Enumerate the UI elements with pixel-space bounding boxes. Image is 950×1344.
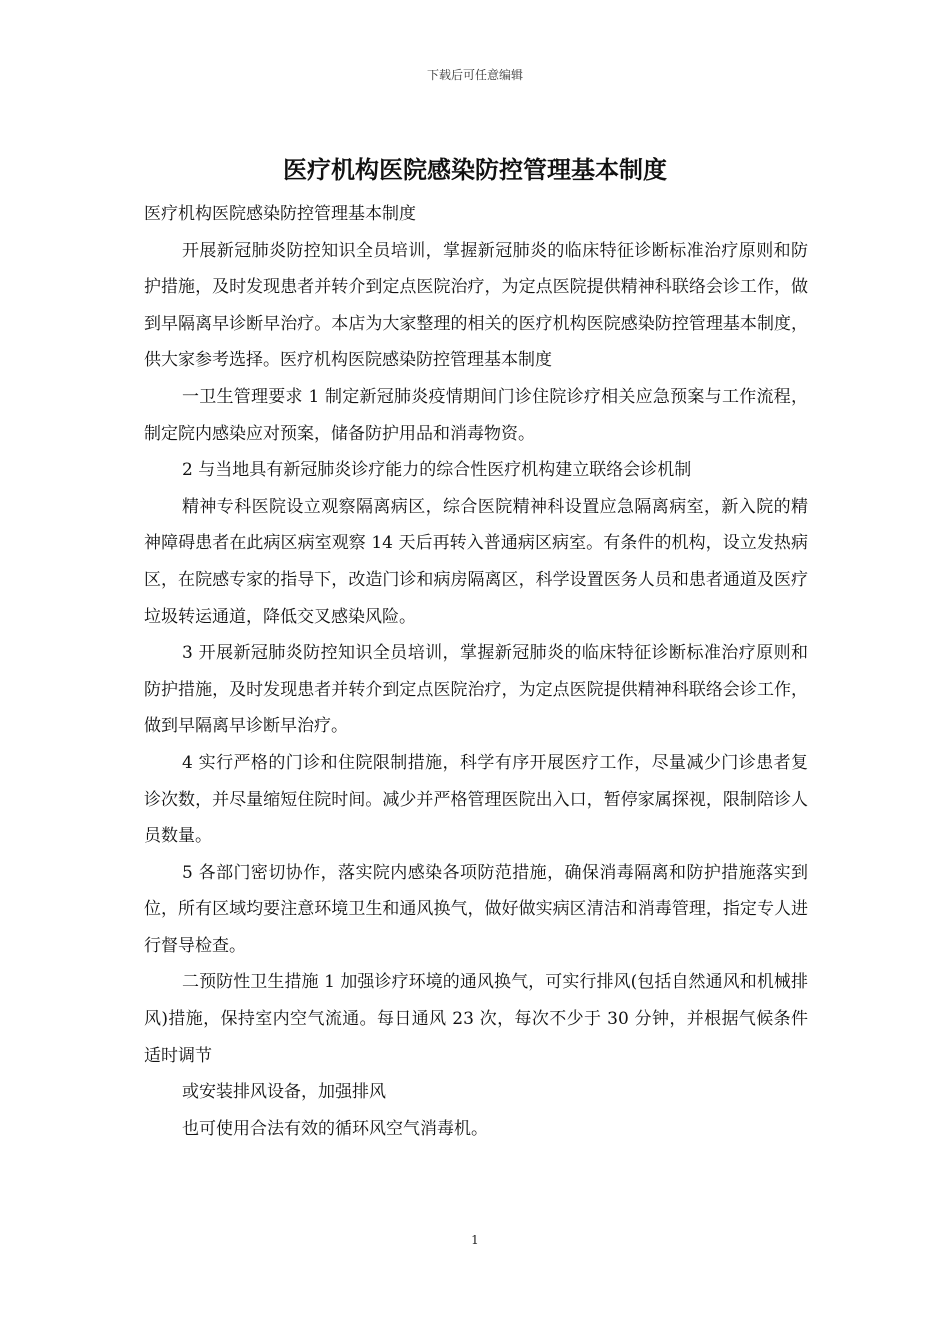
document-body [144, 196, 808, 1147]
body-paragraph: 2 与当地具有新冠肺炎诊疗能力的综合性医疗机构建立联络会诊机制 [182, 460, 692, 481]
document-title: 医疗机构医院感染防控管理基本制度 [283, 155, 667, 184]
body-paragraph: 或安装排风设备，加强排风 [182, 1082, 386, 1103]
body-paragraph: 一卫生管理要求 1 制定新冠肺炎疫情期间门诊住院诊疗相关应急预案与工作流程，制定院内感染应对预案，储备防护用品和消毒物资。 [144, 386, 808, 444]
body-paragraph: 二预防性卫生措施 1 加强诊疗环境的通风换气，可实行排风(包括自然通风和机械排风)措施，保持室内空气流通。每日通风 23 次，每次不少于 30 分钟，并根据气候条件适时调节 [144, 972, 808, 1066]
body-paragraph: 3 开展新冠肺炎防控知识全员培训，掌握新冠肺炎的临床特征诊断标准治疗原则和防护措施，及时发现患者并转介到定点医院治疗，为定点医院提供精神科联络会诊工作，做到早隔离早诊断早治疗。 [144, 643, 808, 737]
page-number: 1 [471, 1233, 479, 1247]
body-paragraph: 4 实行严格的门诊和住院限制措施，科学有序开展医疗工作，尽量减少门诊患者复诊次数，并尽量缩短住院时间。减少并严格管理医院出入口，暂停家属探视，限制陪诊人员数量。 [144, 752, 808, 847]
body-paragraph: 也可使用合法有效的循环风空气消毒机。 [182, 1118, 488, 1139]
body-paragraph: 5 各部门密切协作，落实院内感染各项防范措施，确保消毒隔离和防护措施落实到位，所有区域均要注意环境卫生和通风换气，做好做实病区清洁和消毒管理，指定专人进行督导检查。 [144, 862, 808, 956]
body-paragraph: 精神专科医院设立观察隔离病区，综合医院精神科设置应急隔离病室，新入院的精神障碍患者在此病区病室观察 14 天后再转入普通病区病室。有条件的机构，设立发热病区，在院感专家的指导下，改造门诊和病房隔离区，科学设置医务人员和患者通道及医疗垃圾转运通道，降低交叉感染风险。 [144, 496, 808, 627]
intro-paragraph: 开展新冠肺炎防控知识全员培训，掌握新冠肺炎的临床特征诊断标准治疗原则和防护措施，及时发现患者并转介到定点医院治疗，为定点医院提供精神科联络会诊工作，做到早隔离早诊断早治疗。本店为大家整理的相关的医疗机构医院感染防控管理基本制度，供大家参考选择。医疗机构医院感染防控管理基本制度 [144, 240, 808, 371]
page-header-note: 下载后可任意编辑 [426, 68, 523, 82]
subtitle-paragraph: 医疗机构医院感染防控管理基本制度 [144, 204, 416, 224]
